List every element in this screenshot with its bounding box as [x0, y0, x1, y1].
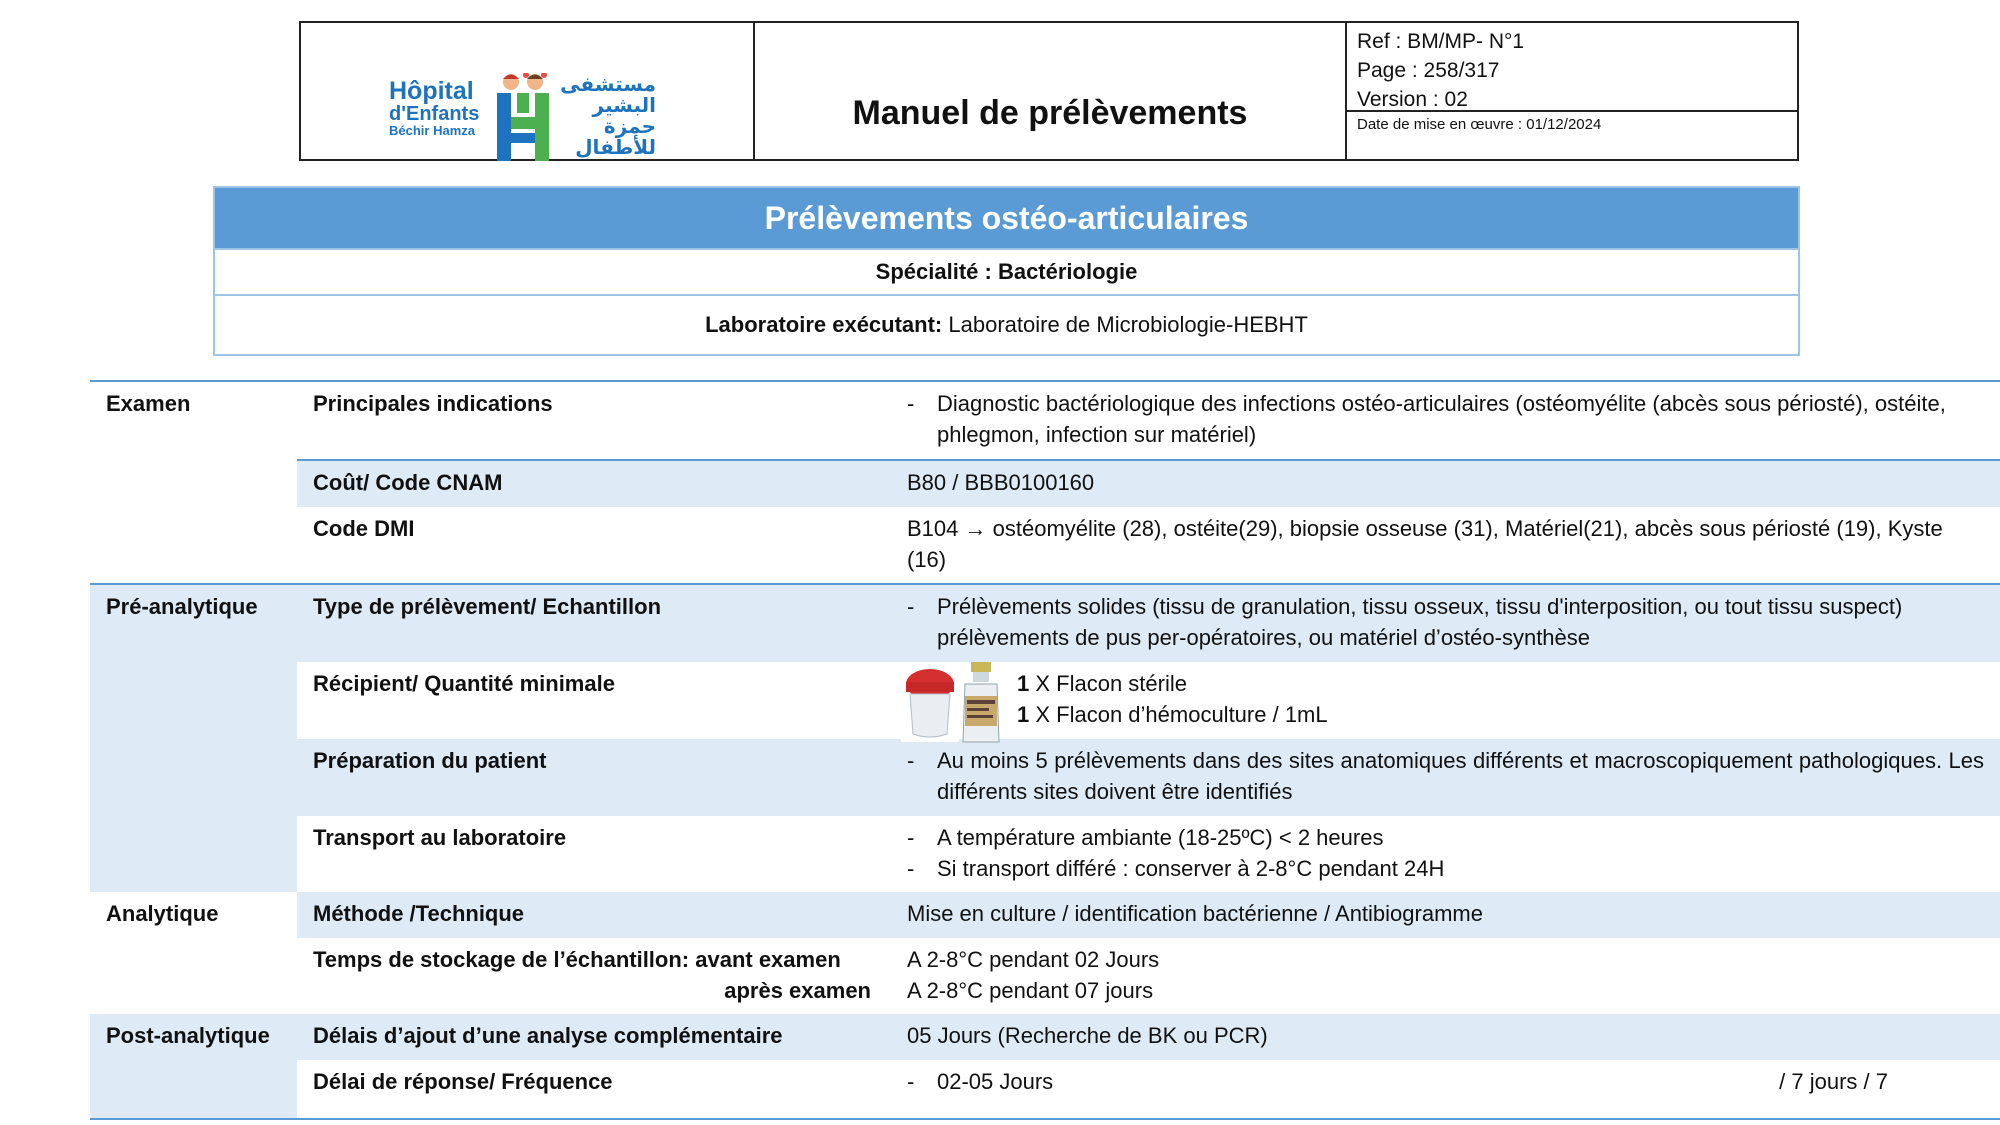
hospital-logo [301, 23, 755, 159]
lab-value: Laboratoire de Microbiologie-HEBHT [942, 312, 1308, 337]
table-row-indications: Principales indications - Diagnostic bactériologique des infections ostéo-articulaires (ostéomyélite (abcès sous périosté), ostéite, phlegmon, infection sur matériel) [297, 382, 2000, 459]
document-meta [1347, 23, 1797, 159]
blood-culture-bottle-icon [959, 662, 1003, 744]
row-value: Prélèvements solides (tissu de granulation, tissu osseux, tissu d'interposition, ou tout tissu suspect) prélèvements de pus per-opératoires, ou matériel d’ostéo-synthèse [937, 594, 1903, 650]
table-row-dmi [297, 507, 2000, 583]
section-pre-analytique: Pré-analytique [90, 585, 297, 892]
table-row-transport: Transport au laboratoire - A température ambiante (18-25ºC) < 2 heures - Si transport différé : conserver à 2-8°C pendant 24H [297, 816, 2000, 892]
logo-french-text: Hôpital d'Enfants Béchir Hamza [389, 77, 480, 138]
group-analytique [90, 892, 2000, 1014]
row-label: Délai de réponse/ Fréquence [313, 1069, 613, 1094]
group-pre-analytique [90, 585, 2000, 892]
section-title: Prélèvements ostéo-articulaires [215, 188, 1798, 248]
group-examen [90, 382, 2000, 585]
row-label: Délais d’ajout d’une analyse complémentaire [313, 1023, 783, 1048]
row-label: Principales indications [313, 391, 553, 416]
row-label: Coût/ Code CNAM [313, 470, 503, 495]
table-row-stockage [297, 938, 2000, 1014]
row-label: Temps de stockage de l’échantillon: avant examen [313, 947, 841, 972]
children-logo-icon [493, 73, 553, 163]
executing-laboratory [215, 294, 1798, 354]
row-label: Préparation du patient [313, 748, 547, 773]
row-label: Méthode /Technique [313, 901, 525, 926]
table-row-recipient [297, 662, 2000, 739]
row-value: Si transport différé : conserver à 2-8°C pendant 24H [937, 856, 1445, 881]
table-row-delai-reponse: Délai de réponse/ Fréquence - 02-05 Jours / 7 jours / 7 [297, 1060, 2000, 1118]
row-value: Diagnostic bactériologique des infections ostéo-articulaires (ostéomyélite (abcès sous périosté), ostéite, phlegmon, infection sur matériel) [937, 391, 1946, 447]
group-post-analytique [90, 1014, 2000, 1118]
row-label: Récipient/ Quantité minimale [313, 671, 615, 696]
logo-arabic-text: مستشفى البشير حمزة للأطفال [560, 74, 656, 159]
arrow-right-icon: → [964, 516, 987, 541]
table-row-cout [297, 461, 2000, 507]
procedure-table [90, 380, 2000, 1120]
lab-label: Laboratoire exécutant: [705, 312, 943, 337]
recipient-line-1: 1 X Flacon stérile [1017, 671, 1187, 696]
row-value: 02-05 Jours [937, 1069, 1054, 1094]
row-value: A température ambiante (18-25ºC) < 2 heures [937, 825, 1384, 850]
section-analytique: Analytique [90, 892, 297, 1014]
section-examen: Examen [106, 391, 191, 416]
row-value: A 2-8°C pendant 02 Jours [907, 947, 1160, 972]
recipient-line-2: 1 X Flacon d’hémoculture / 1mL [1017, 702, 1328, 727]
sterile-flask-icon [901, 662, 959, 742]
frequency-value: / 7 jours / 7 [1779, 1069, 1888, 1094]
ref-number: Ref : BM/MP- N°1 [1357, 30, 1525, 53]
table-row-type: Type de prélèvement/ Echantillon - Prélèvements solides (tissu de granulation, tissu osseux, tissu d'interposition, ou tout tissu suspect) prélèvements de pus per-opératoires, ou matériel d’ostéo-synthèse [297, 585, 2000, 662]
row-label: Code DMI [313, 516, 415, 541]
specialty: Spécialité : Bactériologie [215, 248, 1798, 294]
manual-title: Manuel de prélèvements [755, 23, 1347, 159]
table-row-preparation: Préparation du patient - Au moins 5 prélèvements dans des sites anatomiques différents et macroscopiquement pathologiques. Les différents sites doivent être identifiés [297, 739, 2000, 816]
section-post-analytique: Post-analytique [90, 1014, 297, 1118]
row-value: Mise en culture / identification bactérienne / Antibiogramme [907, 901, 1483, 926]
document-header [299, 21, 1799, 161]
title-block [213, 186, 1800, 356]
version: Version : 02 [1357, 88, 1468, 111]
table-row-delais-ajout [297, 1014, 2000, 1060]
row-value: Au moins 5 prélèvements dans des sites anatomiques différents et macroscopiquement pathologiques. Les différents sites doivent être identifiés [937, 748, 1984, 804]
row-label: après examen [724, 978, 871, 1003]
table-row-methode [297, 892, 2000, 938]
row-label: Type de prélèvement/ Echantillon [313, 594, 662, 619]
effective-date: Date de mise en œuvre : 01/12/2024 [1357, 116, 1602, 133]
row-value: B104 → ostéomyélite (28), ostéite(29), biopsie osseuse (31), Matériel(21), abcès sous périosté (19), Kyste (16) [907, 516, 1943, 572]
row-label: Transport au laboratoire [313, 825, 567, 850]
row-value: A 2-8°C pendant 07 jours [907, 978, 1154, 1003]
row-value: B80 / BBB0100160 [907, 470, 1095, 495]
row-value: 05 Jours (Recherche de BK ou PCR) [907, 1023, 1268, 1048]
page-number: Page : 258/317 [1357, 59, 1500, 82]
